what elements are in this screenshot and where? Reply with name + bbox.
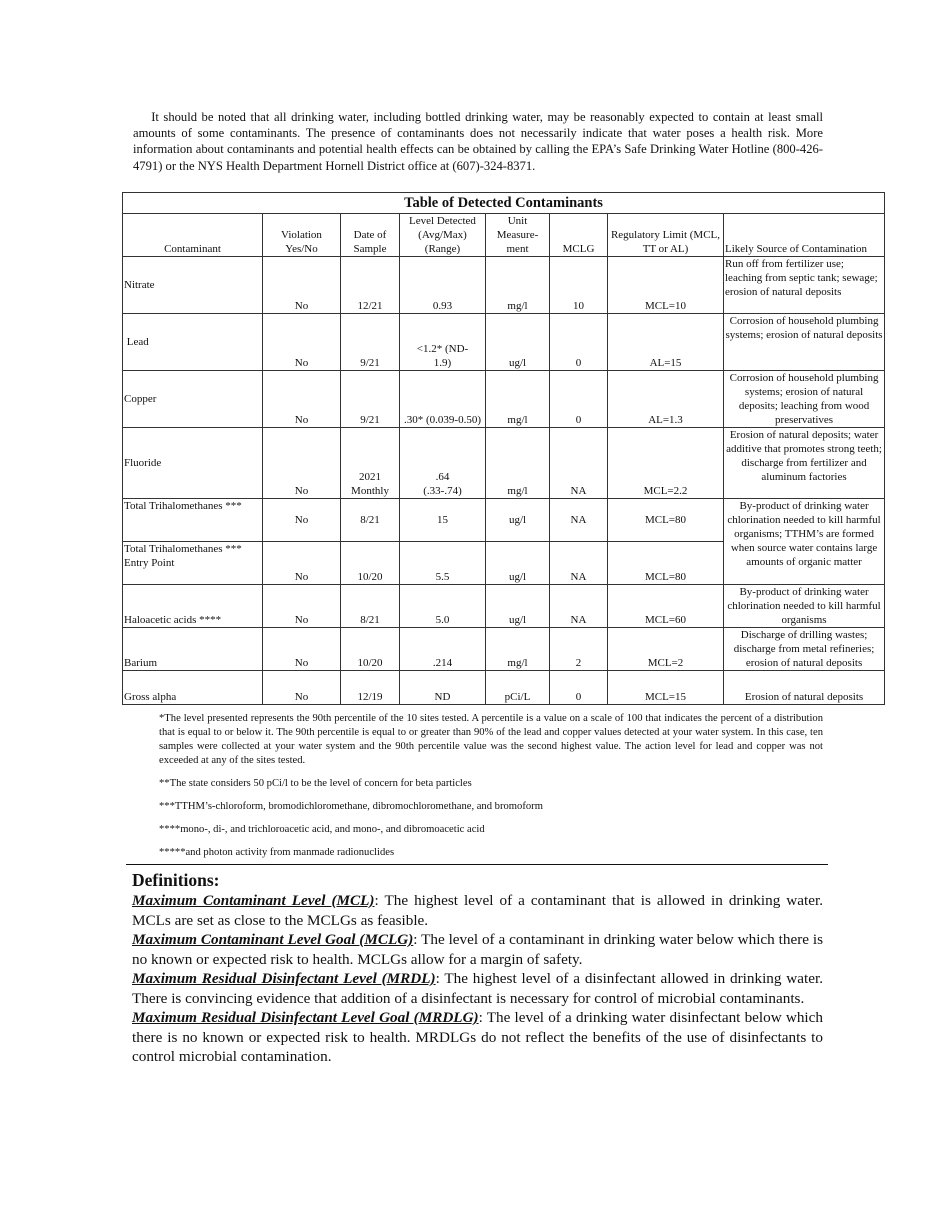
header-contaminant: Contaminant [123, 214, 263, 257]
likely-source: Erosion of natural deposits; water additive that promotes strong teeth; discharge from fertilizer and aluminum factories [724, 428, 885, 499]
regulatory-limit: AL=1.3 [608, 371, 724, 428]
definition-mcl [132, 891, 823, 930]
sample-date: 10/20 [341, 542, 400, 585]
mclg-value: 0 [550, 671, 608, 705]
unit-value: pCi/L [486, 671, 550, 705]
footnote-beta: **The state considers 50 pCi/l to be the level of concern for beta particles [159, 778, 472, 789]
footnote-tthm: ***TTHM’s-chloroform, bromodichloromethane, dibromochloromethane, and bromoform [159, 801, 543, 812]
unit-value: mg/l [486, 428, 550, 499]
contaminant-name: Gross alpha [123, 671, 263, 705]
footnote-percentile: *The level presented represents the 90th percentile of the 10 sites tested. A percentile is a value on a scale of 100 that indicates the percent of a distribution that is equal to or below it. The 90th percentile is equal to or greater than 90% of the lead and copper values detected at your water system. In this case, ten samples were collected at your water system and the 90th percentile value was the second highest value. The action level for lead and copper was not exceeded at any of the sites tested. [159, 713, 823, 766]
contaminant-name: Haloacetic acids **** [123, 585, 263, 628]
level-detected: .64 (.33-.74) [400, 428, 486, 499]
definition-mrdl [132, 969, 823, 1008]
footnotes [159, 712, 823, 869]
section-divider [126, 864, 828, 865]
level-detected: 0.93 [400, 257, 486, 314]
sample-date: 12/21 [341, 257, 400, 314]
definitions-heading: Definitions: [132, 870, 220, 890]
level-detected: 5.5 [400, 542, 486, 585]
violation-value: No [263, 428, 341, 499]
level-detected: <1.2* (ND-1.9) [400, 314, 486, 371]
contaminant-name: Total Trihalomethanes *** [123, 499, 263, 542]
contaminant-name: Total Trihalomethanes *** Entry Point [123, 542, 263, 585]
regulatory-limit: MCL=2.2 [608, 428, 724, 499]
violation-value: No [263, 314, 341, 371]
regulatory-limit: MCL=15 [608, 671, 724, 705]
definition-term: Maximum Contaminant Level Goal (MCLG) [132, 931, 414, 948]
definition-mrdlg [132, 1008, 823, 1067]
sample-date: 12/19 [341, 671, 400, 705]
likely-source: Discharge of drilling wastes; discharge from metal refineries; erosion of natural deposits [724, 628, 885, 671]
table-row [123, 371, 885, 428]
intro-paragraph: It should be noted that all drinking water, including bottled drinking water, may be reasonably expected to contain at least small amounts of some contaminants. The presence of contaminants does not necessarily indicate that water poses a health risk. More information about contaminants and potential health effects can be obtained by calling the EPA’s Safe Drinking Water Hotline (800-426-4791) or the NYS Health Department Hornell District office at (607)-324-8371. [133, 110, 823, 173]
header-violation: Violation Yes/No [263, 214, 341, 257]
definition-text: : The highest level of a contaminant that is allowed in drinking water. MCLs are set as close to the MCLGs as feasible. [132, 892, 823, 929]
mclg-value: NA [550, 542, 608, 585]
definitions-section [132, 870, 823, 1067]
table-row [123, 314, 885, 371]
level-detected: .30* (0.039-0.50) [400, 371, 486, 428]
header-level: Level Detected (Avg/Max) (Range) [400, 214, 486, 257]
level-detected: 15 [400, 499, 486, 542]
header-unit: Unit Measure-ment [486, 214, 550, 257]
contaminant-name: Fluoride [123, 428, 263, 499]
detected-contaminants-table [122, 192, 885, 705]
mclg-value: NA [550, 499, 608, 542]
regulatory-limit: MCL=2 [608, 628, 724, 671]
contaminant-name: Nitrate [123, 257, 263, 314]
mclg-value: 0 [550, 371, 608, 428]
regulatory-limit: MCL=80 [608, 542, 724, 585]
table-row [123, 257, 885, 314]
violation-value: No [263, 542, 341, 585]
unit-value: mg/l [486, 628, 550, 671]
contaminant-name: Copper [123, 371, 263, 428]
sample-date: 8/21 [341, 499, 400, 542]
mclg-value: 2 [550, 628, 608, 671]
regulatory-limit: MCL=80 [608, 499, 724, 542]
header-limit: Regulatory Limit (MCL, TT or AL) [608, 214, 724, 257]
violation-value: No [263, 585, 341, 628]
definition-term: Maximum Contaminant Level (MCL) [132, 892, 375, 909]
level-detected: 5.0 [400, 585, 486, 628]
definition-term: Maximum Residual Disinfectant Level (MRDL) [132, 970, 436, 987]
unit-value: ug/l [486, 499, 550, 542]
definition-text: : The level of a contaminant in drinking water below which there is no known or expected risk to health. MCLGs allow for a margin of safety. [132, 931, 823, 968]
likely-source: By-product of drinking water chlorination needed to kill harmful organisms; TTHM’s are formed when source water contains large amounts of organic matter [724, 499, 885, 585]
regulatory-limit: MCL=60 [608, 585, 724, 628]
unit-value: mg/l [486, 371, 550, 428]
definition-text: : The level of a drinking water disinfectant below which there is no known or expected risk to health. MRDLGs do not reflect the benefits of the use of disinfectants to control microbial contamination. [132, 1009, 823, 1065]
header-mclg: MCLG [550, 214, 608, 257]
level-detected: ND [400, 671, 486, 705]
likely-source: Corrosion of household plumbing systems; erosion of natural deposits [724, 314, 885, 371]
mclg-value: NA [550, 585, 608, 628]
violation-value: No [263, 371, 341, 428]
likely-source: Corrosion of household plumbing systems; erosion of natural deposits; leaching from wood preservatives [724, 371, 885, 428]
likely-source: Run off from fertilizer use; leaching from septic tank; sewage; erosion of natural deposits [724, 257, 885, 314]
header-date: Date of Sample [341, 214, 400, 257]
definition-mclg [132, 930, 823, 969]
footnote-photon: *****and photon activity from manmade radionuclides [159, 847, 395, 858]
sample-date: 2021 Monthly [341, 428, 400, 499]
regulatory-limit: AL=15 [608, 314, 724, 371]
mclg-value: NA [550, 428, 608, 499]
definition-term: Maximum Residual Disinfectant Level Goal (MRDLG) [132, 1009, 479, 1026]
violation-value: No [263, 257, 341, 314]
unit-value: mg/l [486, 257, 550, 314]
table-row [123, 585, 885, 628]
violation-value: No [263, 671, 341, 705]
table-header-row [123, 214, 885, 257]
sample-date: 9/21 [341, 314, 400, 371]
regulatory-limit: MCL=10 [608, 257, 724, 314]
table-row [123, 428, 885, 499]
table-row [123, 671, 885, 705]
contaminant-name: Lead [123, 314, 263, 371]
footnote-haa: ****mono-, di-, and trichloroacetic acid, and mono-, and dibromoacetic acid [159, 824, 485, 835]
header-source: Likely Source of Contamination [724, 214, 885, 257]
mclg-value: 10 [550, 257, 608, 314]
table-row [123, 499, 885, 542]
table-row [123, 628, 885, 671]
sample-date: 10/20 [341, 628, 400, 671]
violation-value: No [263, 499, 341, 542]
sample-date: 8/21 [341, 585, 400, 628]
level-detected: .214 [400, 628, 486, 671]
mclg-value: 0 [550, 314, 608, 371]
likely-source: By-product of drinking water chlorination needed to kill harmful organisms [724, 585, 885, 628]
contaminant-name: Barium [123, 628, 263, 671]
likely-source: Erosion of natural deposits [724, 671, 885, 705]
sample-date: 9/21 [341, 371, 400, 428]
unit-value: ug/l [486, 314, 550, 371]
definition-text: : The highest level of a disinfectant allowed in drinking water. There is convincing evidence that addition of a disinfectant is necessary for control of microbial contaminants. [132, 970, 823, 1007]
unit-value: ug/l [486, 585, 550, 628]
violation-value: No [263, 628, 341, 671]
unit-value: ug/l [486, 542, 550, 585]
table-title: Table of Detected Contaminants [123, 193, 885, 214]
